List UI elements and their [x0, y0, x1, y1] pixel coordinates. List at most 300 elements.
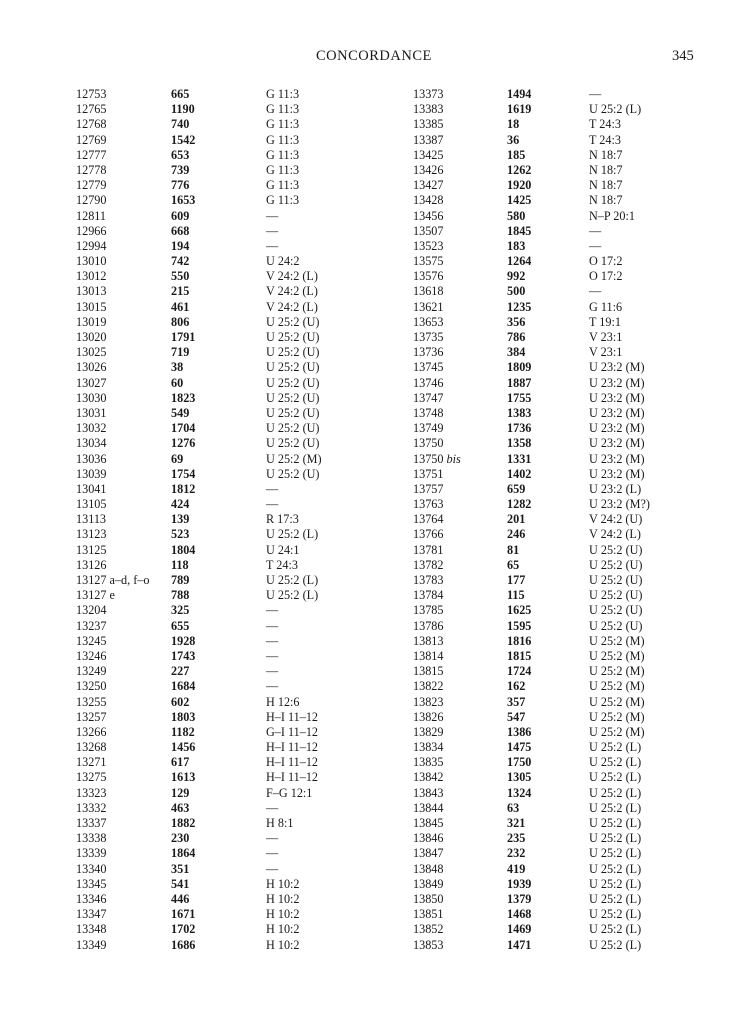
inventory-number: 13041: [76, 481, 107, 496]
inventory-number: 13523: [413, 238, 444, 253]
catalogue-number: 1379: [507, 891, 532, 906]
inventory-number: 13019: [76, 314, 107, 329]
inventory-number: 12779: [76, 178, 107, 193]
inventory-number: 13255: [76, 694, 107, 709]
findspot-reference: U 25:2 (M): [589, 724, 645, 739]
inventory-number: 12769: [76, 132, 107, 147]
catalogue-number: 446: [171, 891, 190, 906]
catalogue-number: 1282: [507, 497, 532, 512]
findspot-reference: U 25:2 (L): [589, 785, 642, 800]
findspot-reference: U 24:2: [266, 254, 300, 269]
findspot-reference: —: [589, 284, 602, 299]
findspot-reference: U 25:2 (U): [589, 542, 643, 557]
findspot-reference: H–I 11–12: [266, 755, 319, 770]
catalogue-number: 1736: [507, 421, 532, 436]
catalogue-number: 1653: [171, 193, 196, 208]
catalogue-number: 1542: [171, 132, 196, 147]
catalogue-number: 18: [507, 117, 520, 132]
inventory-number: 13750: [413, 436, 444, 451]
inventory-number: 13425: [413, 147, 444, 162]
inventory-number: 13428: [413, 193, 444, 208]
inventory-number: 13766: [413, 527, 444, 542]
inventory-number: 13847: [413, 846, 444, 861]
catalogue-number: 659: [507, 481, 526, 496]
findspot-reference: U 24:1: [266, 542, 300, 557]
catalogue-number: 1754: [171, 466, 196, 481]
findspot-reference: U 23:2 (M): [589, 436, 645, 451]
inventory-number: 13323: [76, 785, 107, 800]
inventory-number: 12811: [76, 208, 107, 223]
catalogue-number: 1190: [171, 102, 195, 117]
inventory-number: 12753: [76, 87, 107, 101]
catalogue-number: 129: [171, 785, 190, 800]
catalogue-number: 1182: [171, 724, 195, 739]
catalogue-number: 419: [507, 861, 526, 876]
catalogue-number: 776: [171, 178, 190, 193]
findspot-reference: U 25:2 (L): [589, 770, 642, 785]
inventory-number: 13373: [413, 87, 444, 101]
catalogue-number: 1755: [507, 390, 532, 405]
catalogue-number: 1613: [171, 770, 196, 785]
catalogue-number: 246: [507, 527, 526, 542]
inventory-number: 13347: [76, 907, 107, 922]
inventory-number: 13842: [413, 770, 444, 785]
catalogue-number: 602: [171, 694, 190, 709]
inventory-number: 13237: [76, 618, 107, 633]
findspot-reference: R 17:3: [266, 512, 299, 527]
findspot-reference: O 17:2: [589, 269, 623, 284]
findspot-reference: U 25:2 (L): [589, 937, 642, 952]
catalogue-number: 1686: [171, 937, 196, 952]
catalogue-number: 739: [171, 162, 190, 177]
catalogue-number: 1494: [507, 87, 532, 101]
findspot-reference: —: [266, 861, 279, 876]
findspot-reference: U 25:2 (L): [589, 755, 642, 770]
catalogue-number: 201: [507, 512, 526, 527]
inventory-number: 13747: [413, 390, 444, 405]
catalogue-number: 1595: [507, 618, 532, 633]
inventory-number: 13338: [76, 831, 107, 846]
findspot-reference: —: [266, 208, 279, 223]
findspot-reference: G 11:3: [266, 117, 300, 132]
inventory-number: 13814: [413, 648, 444, 663]
catalogue-number: 1235: [507, 299, 532, 314]
catalogue-number: 63: [507, 800, 520, 815]
catalogue-number: 177: [507, 573, 526, 587]
findspot-reference: H 12:6: [266, 694, 300, 709]
inventory-number: 13853: [413, 937, 444, 952]
catalogue-number: 232: [507, 846, 526, 861]
findspot-reference: V 24:2 (L): [589, 527, 641, 542]
catalogue-number: 740: [171, 117, 190, 132]
findspot-reference: —: [589, 223, 602, 238]
inventory-number: 13113: [76, 512, 107, 527]
catalogue-number: 1358: [507, 436, 532, 451]
catalogue-number: 81: [507, 542, 520, 557]
catalogue-number: 1939: [507, 876, 532, 891]
findspot-reference: U 23:2 (M): [589, 405, 645, 420]
findspot-reference: G 11:3: [266, 193, 300, 208]
catalogue-number: 69: [171, 451, 184, 466]
findspot-reference: U 23:2 (M): [589, 390, 645, 405]
catalogue-number: 1809: [507, 360, 532, 375]
inventory-number: 13745: [413, 360, 444, 375]
catalogue-number: 1469: [507, 922, 532, 937]
inventory-number: 13246: [76, 648, 107, 663]
catalogue-number: 1704: [171, 421, 196, 436]
inventory-number: 13748: [413, 405, 444, 420]
inventory-number: 13337: [76, 816, 107, 830]
findspot-reference: T 24:3: [589, 117, 621, 132]
page-number: 345: [672, 48, 694, 64]
findspot-reference: U 25:2 (L): [589, 831, 642, 846]
findspot-reference: U 23:2 (M): [589, 466, 645, 481]
inventory-number: 13845: [413, 816, 444, 830]
findspot-reference: H 10:2: [266, 922, 300, 937]
inventory-number: 13332: [76, 800, 107, 815]
catalogue-number: 38: [171, 360, 184, 375]
findspot-reference: U 25:2 (L): [589, 891, 642, 906]
inventory-number: 13764: [413, 512, 444, 527]
findspot-reference: U 25:2 (L): [589, 102, 642, 117]
findspot-reference: V 23:1: [589, 345, 623, 360]
findspot-reference: —: [266, 664, 279, 679]
findspot-reference: U 23:2 (M): [589, 421, 645, 436]
catalogue-number: 325: [171, 603, 190, 618]
catalogue-number: 1684: [171, 679, 196, 694]
findspot-reference: G 11:3: [266, 102, 300, 117]
catalogue-number: 653: [171, 147, 190, 162]
findspot-reference: U 25:2 (L): [589, 740, 642, 755]
inventory-number: 13736: [413, 345, 444, 360]
catalogue-number: 1471: [507, 937, 532, 952]
findspot-reference: U 25:2 (U): [266, 390, 320, 405]
catalogue-number: 227: [171, 664, 190, 679]
findspot-reference: U 25:2 (L): [589, 846, 642, 861]
inventory-number: 13576: [413, 269, 444, 284]
inventory-number: 13735: [413, 330, 444, 344]
inventory-number: 13025: [76, 345, 107, 360]
findspot-reference: —: [266, 648, 279, 663]
findspot-reference: —: [589, 238, 602, 253]
inventory-number: 13783: [413, 573, 444, 587]
inventory-number: 13349: [76, 937, 107, 952]
inventory-number: 13621: [413, 299, 444, 314]
catalogue-number: 1743: [171, 648, 196, 663]
findspot-reference: —: [266, 223, 279, 238]
findspot-reference: H 10:2: [266, 876, 300, 891]
catalogue-number: 1475: [507, 740, 532, 755]
findspot-reference: U 25:2 (U): [266, 436, 320, 451]
catalogue-number: 235: [507, 831, 526, 846]
catalogue-number: 1386: [507, 724, 532, 739]
catalogue-number: 580: [507, 208, 526, 223]
findspot-reference: U 25:2 (L): [266, 588, 319, 603]
catalogue-number: 1791: [171, 330, 196, 344]
inventory-number: 13027: [76, 375, 107, 390]
inventory-number: 13786: [413, 618, 444, 633]
inventory-number: 13275: [76, 770, 107, 785]
inventory-number: 13843: [413, 785, 444, 800]
inventory-number: 13268: [76, 740, 107, 755]
findspot-reference: U 25:2 (L): [589, 800, 642, 815]
inventory-number: 13387: [413, 132, 444, 147]
inventory-number: 13848: [413, 861, 444, 876]
findspot-reference: —: [266, 603, 279, 618]
findspot-reference: N 18:7: [589, 162, 623, 177]
findspot-reference: U 25:2 (L): [266, 573, 319, 587]
catalogue-number: 1887: [507, 375, 532, 390]
catalogue-number: 36: [507, 132, 520, 147]
catalogue-number: 185: [507, 147, 526, 162]
findspot-reference: U 25:2 (U): [589, 618, 643, 633]
catalogue-number: 60: [171, 375, 184, 390]
inventory-number: 13781: [413, 542, 444, 557]
inventory-number: 13823: [413, 694, 444, 709]
findspot-reference: H 10:2: [266, 937, 300, 952]
inventory-number: 13036: [76, 451, 107, 466]
catalogue-number: 541: [171, 876, 190, 891]
findspot-reference: H 10:2: [266, 907, 300, 922]
catalogue-number: 1823: [171, 390, 196, 405]
inventory-number: 13427: [413, 178, 444, 193]
findspot-reference: U 25:2 (L): [589, 907, 642, 922]
inventory-number: 13782: [413, 557, 444, 572]
inventory-number: 13348: [76, 922, 107, 937]
inventory-number: 13039: [76, 466, 107, 481]
inventory-number: 13846: [413, 831, 444, 846]
catalogue-number: 1882: [171, 816, 196, 830]
inventory-number: 12777: [76, 147, 107, 162]
findspot-reference: U 23:2 (L): [589, 481, 642, 496]
catalogue-number: 665: [171, 87, 190, 101]
catalogue-number: 550: [171, 269, 190, 284]
inventory-number: 13123: [76, 527, 107, 542]
catalogue-number: 356: [507, 314, 526, 329]
inventory-number: 13345: [76, 876, 107, 891]
catalogue-number: 1402: [507, 466, 532, 481]
catalogue-number: 547: [507, 709, 526, 724]
catalogue-number: 742: [171, 254, 190, 269]
findspot-reference: U 25:2 (M): [266, 451, 322, 466]
inventory-number: 13618: [413, 284, 444, 299]
findspot-reference: U 23:2 (M): [589, 375, 645, 390]
catalogue-number: 1456: [171, 740, 196, 755]
inventory-number: 12768: [76, 117, 107, 132]
inventory-number: 13383: [413, 102, 444, 117]
findspot-reference: U 25:2 (U): [266, 314, 320, 329]
inventory-number: 13020: [76, 330, 107, 344]
inventory-number: 13751: [413, 466, 444, 481]
findspot-reference: —: [266, 481, 279, 496]
inventory-number: 13834: [413, 740, 444, 755]
inventory-number: 13034: [76, 436, 107, 451]
findspot-reference: G–I 11–12: [266, 724, 319, 739]
inventory-number: 13030: [76, 390, 107, 405]
catalogue-number: 1331: [507, 451, 532, 466]
inventory-number: 13829: [413, 724, 444, 739]
findspot-reference: V 24:2 (L): [266, 269, 318, 284]
catalogue-number: 115: [507, 588, 525, 603]
findspot-reference: V 24:2 (U): [589, 512, 643, 527]
catalogue-number: 1625: [507, 603, 532, 618]
inventory-number: 13032: [76, 421, 107, 436]
catalogue-number: 215: [171, 284, 190, 299]
findspot-reference: U 25:2 (U): [589, 603, 643, 618]
findspot-reference: —: [266, 633, 279, 648]
inventory-number: 13204: [76, 603, 107, 618]
catalogue-number: 668: [171, 223, 190, 238]
findspot-reference: G 11:3: [266, 162, 300, 177]
catalogue-number: 788: [171, 588, 190, 603]
catalogue-number: 1750: [507, 755, 532, 770]
inventory-number: 13257: [76, 709, 107, 724]
inventory-number: 13653: [413, 314, 444, 329]
catalogue-number: 357: [507, 694, 526, 709]
inventory-number: 13750 bis: [413, 451, 461, 466]
catalogue-number: 321: [507, 816, 526, 830]
catalogue-number: 183: [507, 238, 526, 253]
findspot-reference: U 25:2 (U): [589, 557, 643, 572]
catalogue-number: 1425: [507, 193, 532, 208]
findspot-reference: —: [266, 831, 279, 846]
inventory-number: 13031: [76, 405, 107, 420]
catalogue-number: 549: [171, 405, 190, 420]
inventory-number: 13426: [413, 162, 444, 177]
findspot-reference: G 11:3: [266, 178, 300, 193]
findspot-reference: U 23:2 (M): [589, 451, 645, 466]
catalogue-number: 523: [171, 527, 190, 542]
findspot-reference: U 25:2 (L): [266, 527, 319, 542]
inventory-number: 13127 e: [76, 588, 115, 603]
inventory-number: 13757: [413, 481, 444, 496]
inventory-number: 13105: [76, 497, 107, 512]
inventory-number: 13346: [76, 891, 107, 906]
catalogue-number: 194: [171, 238, 190, 253]
findspot-reference: H–I 11–12: [266, 740, 319, 755]
page-title: CONCORDANCE: [316, 48, 432, 64]
inventory-number: 13339: [76, 846, 107, 861]
inventory-number: 13815: [413, 664, 444, 679]
catalogue-number: 1305: [507, 770, 532, 785]
catalogue-number: 786: [507, 330, 526, 344]
findspot-reference: —: [266, 679, 279, 694]
findspot-reference: G 11:6: [589, 299, 623, 314]
catalogue-number: 1383: [507, 405, 532, 420]
catalogue-number: 1702: [171, 922, 196, 937]
page-header: [0, 48, 748, 70]
inventory-number: 13266: [76, 724, 107, 739]
catalogue-number: 1262: [507, 162, 532, 177]
findspot-reference: U 25:2 (M): [589, 679, 645, 694]
findspot-reference: N 18:7: [589, 193, 623, 208]
findspot-reference: H 8:1: [266, 816, 294, 830]
findspot-reference: U 25:2 (U): [266, 375, 320, 390]
inventory-number: 12966: [76, 223, 107, 238]
catalogue-number: 1864: [171, 846, 196, 861]
catalogue-number: 719: [171, 345, 190, 360]
inventory-number: 13010: [76, 254, 107, 269]
findspot-reference: —: [266, 497, 279, 512]
inventory-number: 13245: [76, 633, 107, 648]
inventory-number: 13015: [76, 299, 107, 314]
findspot-reference: U 25:2 (L): [589, 922, 642, 937]
findspot-reference: U 25:2 (U): [266, 345, 320, 360]
inventory-number: 12778: [76, 162, 107, 177]
inventory-number: 13749: [413, 421, 444, 436]
findspot-reference: U 25:2 (M): [589, 633, 645, 648]
findspot-reference: U 25:2 (M): [589, 664, 645, 679]
findspot-reference: U 25:2 (M): [589, 709, 645, 724]
findspot-reference: V 23:1: [589, 330, 623, 344]
inventory-number: 13575: [413, 254, 444, 269]
inventory-number: 13852: [413, 922, 444, 937]
catalogue-number: 162: [507, 679, 526, 694]
inventory-number: 13271: [76, 755, 107, 770]
findspot-reference: —: [266, 238, 279, 253]
inventory-number: 13012: [76, 269, 107, 284]
findspot-reference: N–P 20:1: [589, 208, 635, 223]
inventory-number: 13850: [413, 891, 444, 906]
inventory-number: 12765: [76, 102, 107, 117]
catalogue-number: 1928: [171, 633, 196, 648]
catalogue-number: 789: [171, 573, 190, 587]
catalogue-number: 384: [507, 345, 526, 360]
findspot-reference: G 11:3: [266, 132, 300, 147]
findspot-reference: O 17:2: [589, 254, 623, 269]
inventory-number: 13813: [413, 633, 444, 648]
catalogue-number: 463: [171, 800, 190, 815]
findspot-reference: N 18:7: [589, 147, 623, 162]
catalogue-number: 1920: [507, 178, 532, 193]
inventory-number: 12790: [76, 193, 107, 208]
findspot-reference: G 11:3: [266, 147, 300, 162]
inventory-number: 13849: [413, 876, 444, 891]
catalogue-number: 1264: [507, 254, 532, 269]
catalogue-number: 351: [171, 861, 190, 876]
findspot-reference: T 19:1: [589, 314, 621, 329]
findspot-reference: U 25:2 (M): [589, 694, 645, 709]
catalogue-number: 139: [171, 512, 190, 527]
inventory-number: 13126: [76, 557, 107, 572]
findspot-reference: U 25:2 (U): [589, 573, 643, 587]
findspot-reference: U 25:2 (L): [589, 861, 642, 876]
findspot-reference: F–G 12:1: [266, 785, 313, 800]
inventory-number: 13507: [413, 223, 444, 238]
catalogue-number: 424: [171, 497, 190, 512]
findspot-reference: H 10:2: [266, 891, 300, 906]
catalogue-number: 1724: [507, 664, 532, 679]
inventory-number: 13844: [413, 800, 444, 815]
catalogue-number: 230: [171, 831, 190, 846]
findspot-reference: G 11:3: [266, 87, 300, 101]
inventory-number: 13826: [413, 709, 444, 724]
findspot-reference: U 23:2 (M): [589, 360, 645, 375]
findspot-reference: U 25:2 (L): [589, 876, 642, 891]
inventory-number: 13249: [76, 664, 107, 679]
findspot-reference: —: [589, 87, 602, 101]
findspot-reference: —: [266, 800, 279, 815]
catalogue-number: 609: [171, 208, 190, 223]
catalogue-number: 461: [171, 299, 190, 314]
catalogue-number: 806: [171, 314, 190, 329]
catalogue-number: 655: [171, 618, 190, 633]
findspot-reference: U 25:2 (U): [266, 421, 320, 436]
catalogue-number: 1468: [507, 907, 532, 922]
findspot-reference: U 25:2 (U): [266, 330, 320, 344]
catalogue-number: 118: [171, 557, 189, 572]
inventory-number: 13127 a–d, f–o: [76, 573, 150, 587]
